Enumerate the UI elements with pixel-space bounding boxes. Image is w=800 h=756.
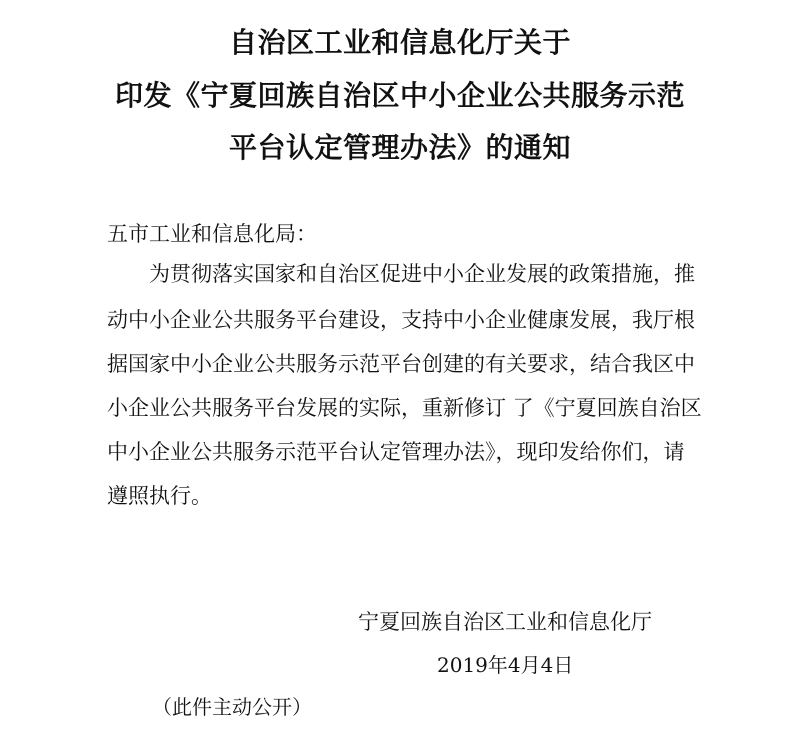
body-line-4: 小企业公共服务平台发展的实际，重新修订 了《宁夏回族自治区 [107, 396, 702, 420]
body-line-5: 中小企业公共服务示范平台认定管理办法》，现印发给你们，请 [107, 440, 685, 464]
body-line-3: 据国家中小企业公共服务示范平台创建的有关要求，结合我区中 [107, 352, 695, 376]
title-line-1: 自治区工业和信息化厅关于 [228, 26, 571, 59]
title-line-3: 平台认定管理办法》的通知 [228, 131, 571, 164]
sender-organization: 宁夏回族自治区工业和信息化厅 [358, 610, 652, 634]
title-line-2: 印发《宁夏回族自治区中小企业公共服务示范 [114, 79, 685, 112]
disclosure-note: （此件主动公开） [152, 695, 312, 719]
salutation: 五市工业和信息化局： [107, 222, 317, 246]
body-line-6: 遵照执行。 [107, 484, 212, 508]
body-line-2: 动中小企业公共服务平台建设，支持中小企业健康发展，我厅根 [107, 308, 695, 332]
body-line-1: 为贯彻落实国家和自治区促进中小企业发展的政策措施，推 [149, 262, 695, 286]
issue-date: 2019年4月4日 [437, 653, 574, 677]
